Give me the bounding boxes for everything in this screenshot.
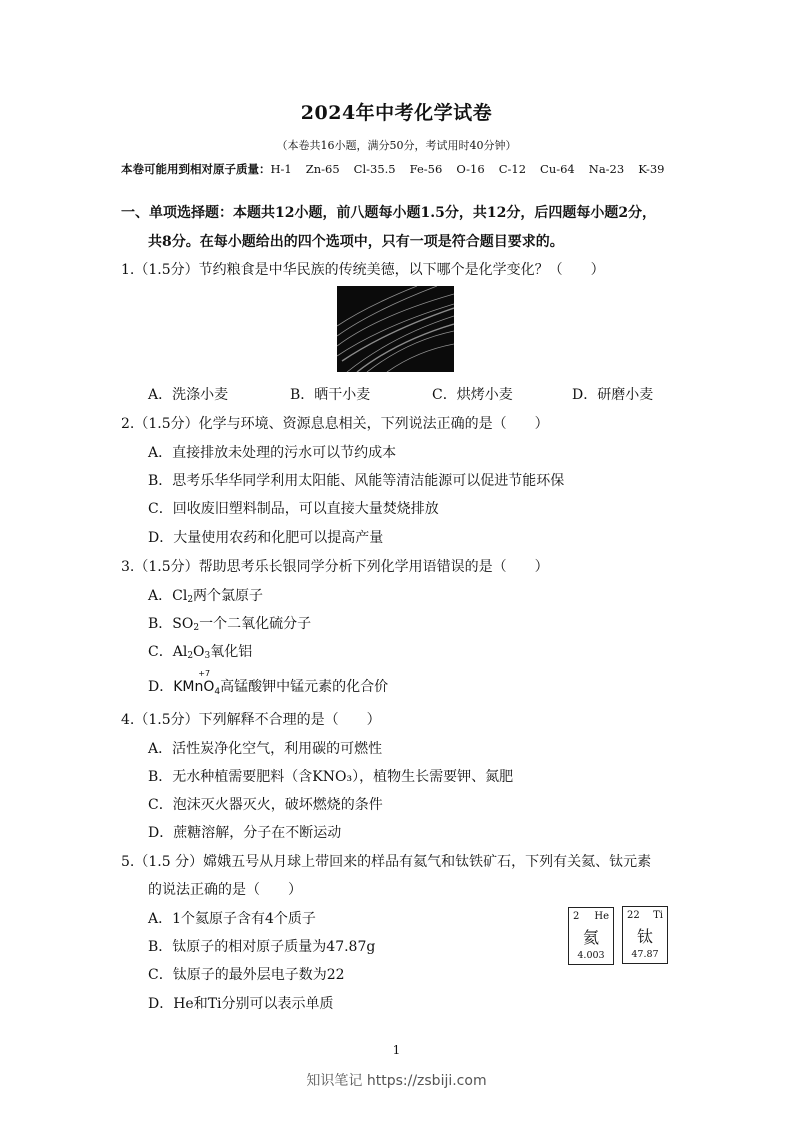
element-mass: 47.87: [631, 949, 659, 960]
element-name: 氦: [582, 928, 599, 947]
q3-c-subscript-2: 3: [204, 651, 211, 661]
element-card-helium: [568, 907, 614, 965]
q3-a-subscript: 2: [187, 595, 194, 605]
page-title: 2024年中考化学试卷: [300, 102, 493, 124]
q3-b-formula: B．SO: [148, 616, 194, 632]
element-number: 22: [627, 910, 640, 921]
q1-option-c[interactable]: C．烘烤小麦: [432, 387, 513, 403]
q2-option-b[interactable]: B．思考乐华华同学利用太阳能、风能等清洁能源可以促进节能环保: [148, 473, 565, 489]
q3-c-text: 氧化铝: [210, 644, 253, 660]
q1-option-d[interactable]: D．研磨小麦: [572, 387, 654, 403]
wheat-image: [337, 286, 454, 372]
element-card-titanium: [622, 906, 668, 964]
atom-mass: Zn-65: [305, 162, 340, 176]
question-3-stem: 3.（1.5分）帮助思考乐长银同学分析下列化学用语错误的是（ ）: [121, 559, 549, 575]
q4-option-b[interactable]: B．无水种植需要肥料（含KNO₃），植物生长需要钾、氮肥: [148, 769, 514, 785]
atom-mass: Cl-35.5: [353, 162, 396, 176]
q3-option-d[interactable]: [148, 669, 389, 697]
atom-mass: O-16: [456, 162, 485, 176]
atom-mass: K-39: [638, 162, 665, 176]
footer-watermark[interactable]: 知识笔记 https://zsbiji.com: [306, 1073, 487, 1089]
section-line-2: 共8分。在每小题给出的四个选项中，只有一项是符合题目要求的。: [148, 234, 564, 250]
element-mass: 4.003: [577, 950, 605, 961]
section-heading: [121, 199, 681, 257]
q2-option-c[interactable]: C．回收废旧塑料制品，可以直接大量焚烧排放: [148, 501, 439, 517]
atom-mass: Na-23: [588, 162, 625, 176]
atom-mass: Fe-56: [409, 162, 443, 176]
q3-a-text: 两个氯原子: [193, 588, 264, 604]
q4-option-c[interactable]: C．泡沫灭火器灭火，破坏燃烧的条件: [148, 797, 383, 813]
q3-option-a[interactable]: [148, 585, 263, 605]
q3-c-subscript-1: 2: [187, 651, 194, 661]
q3-d-formula-text: KMnO: [173, 679, 215, 695]
q3-option-c[interactable]: [148, 641, 252, 661]
q5-option-c[interactable]: C．钛原子的最外层电子数为22: [148, 967, 345, 983]
atomic-masses: [121, 161, 678, 177]
atomic-masses-label: 本卷可能用到相对原子质量：: [121, 162, 271, 176]
question-5-stem-cont: 的说法正确的是（ ）: [148, 882, 302, 898]
q3-b-subscript: 2: [193, 623, 200, 633]
q3-d-text: 高锰酸钾中锰元素的化合价: [220, 679, 389, 695]
q3-d-valence: +7: [198, 669, 211, 678]
atom-mass: C-12: [498, 162, 527, 176]
q3-c-formula-mid: O: [193, 644, 205, 660]
q3-d-subscript: 4: [214, 687, 221, 697]
question-2-stem: 2.（1.5分）化学与环境、资源息息相关，下列说法正确的是（ ）: [121, 416, 549, 432]
exam-subtitle: （本卷共16小题，满分50分，考试用时40分钟）: [276, 139, 517, 152]
q5-option-d[interactable]: D．He和Ti分别可以表示单质: [148, 996, 334, 1012]
element-name: 钛: [636, 927, 653, 946]
q4-option-a[interactable]: A．活性炭净化空气，利用碳的可燃性: [148, 741, 383, 757]
element-number: 2: [573, 911, 580, 922]
q1-option-a[interactable]: A．洗涤小麦: [148, 387, 229, 403]
atom-mass: H-1: [270, 162, 292, 176]
q3-d-label: D．: [148, 679, 174, 695]
question-1-stem: 1.（1.5分）节约粮食是中华民族的传统美德，以下哪个是化学变化？（ ）: [121, 262, 605, 278]
question-1-options: [148, 384, 688, 404]
q3-d-formula: [173, 669, 221, 697]
q4-option-d[interactable]: D．蔗糖溶解，分子在不断运动: [148, 825, 342, 841]
q5-option-b[interactable]: B．钛原子的相对原子质量为47.87g: [148, 939, 376, 955]
q2-option-d[interactable]: D．大量使用农药和化肥可以提高产量: [148, 530, 384, 546]
q5-option-a[interactable]: A．1个氦原子含有4个质子: [148, 911, 316, 927]
q3-b-text: 一个二氧化硫分子: [199, 616, 312, 632]
q3-a-formula: A．Cl: [148, 588, 188, 604]
q3-option-b[interactable]: [148, 613, 311, 633]
page-number: 1: [392, 1043, 401, 1057]
atom-mass: Cu-64: [540, 162, 575, 176]
question-5-stem: 5.（1.5 分）嫦娥五号从月球上带回来的样品有氦气和钛铁矿石，下列有关氦、钛元素: [121, 854, 652, 870]
element-symbol: Ti: [653, 910, 663, 921]
q1-option-b[interactable]: B．晒干小麦: [290, 387, 371, 403]
q2-option-a[interactable]: A．直接排放未处理的污水可以节约成本: [148, 445, 397, 461]
question-4-stem: 4.（1.5分）下列解释不合理的是（ ）: [121, 712, 381, 728]
q3-c-formula: C．Al: [148, 644, 188, 660]
section-line-1: 一、单项选择题：本题共12小题，前八题每小题1.5分，共12分，后四题每小题2分，: [121, 205, 657, 221]
element-symbol: He: [594, 911, 609, 922]
